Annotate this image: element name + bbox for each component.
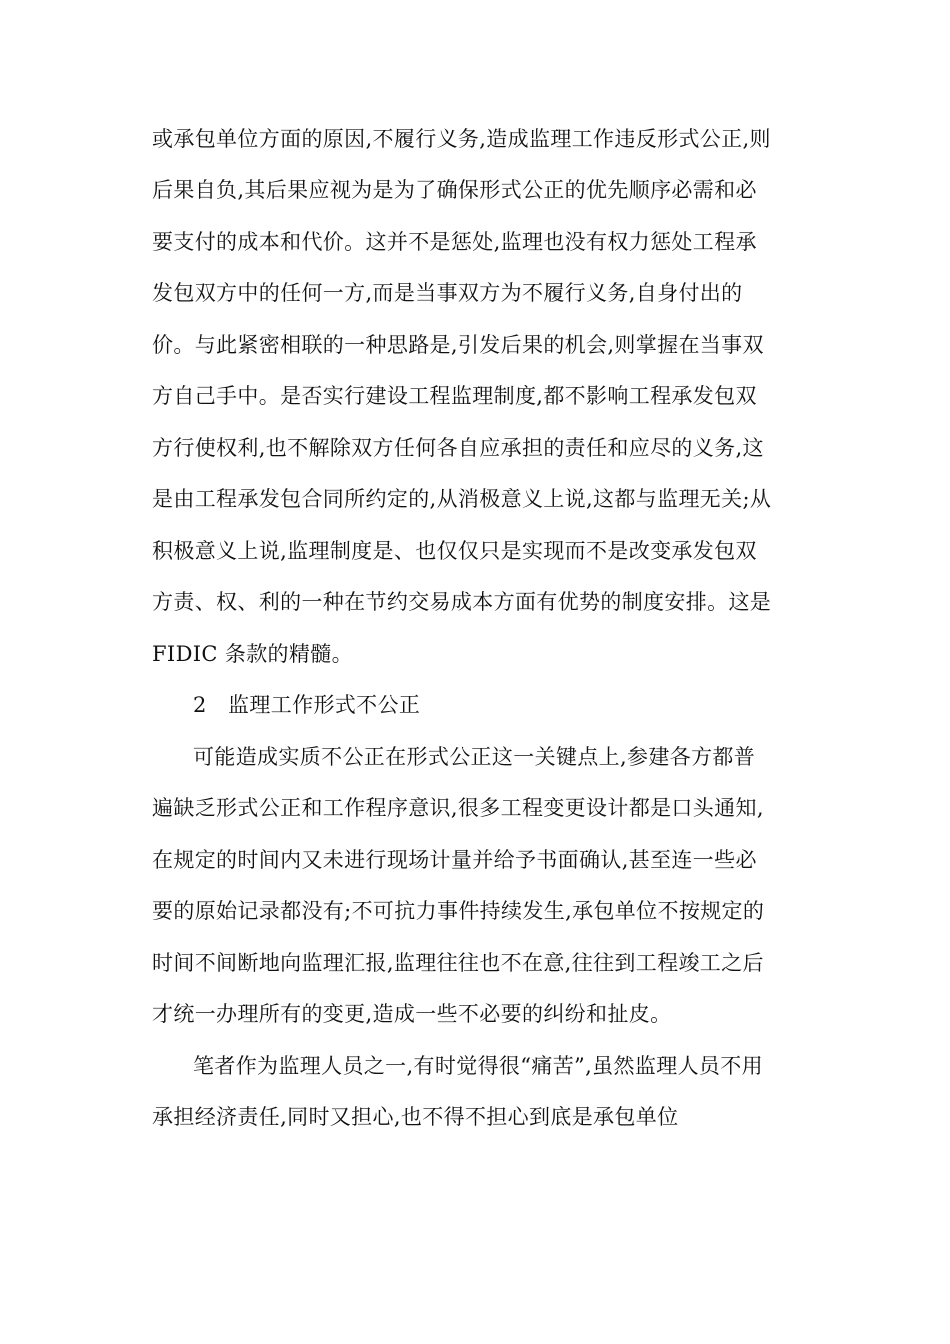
text-line: 方行使权利,也不解除双方任何各自应承担的责任和应尽的义务,这	[152, 436, 764, 460]
text-line: 笔者作为监理人员之一,有时觉得很“痛苦”,虽然监理人员不用	[193, 1054, 763, 1078]
text-line: 要支付的成本和代价。这并不是惩处,监理也没有权力惩处工程承	[152, 230, 757, 254]
text-line: 后果自负,其后果应视为是为了确保形式公正的优先顺序必需和必	[152, 178, 757, 202]
text-line: 方责、权、利的一种在节约交易成本方面有优势的制度安排。这是	[152, 590, 772, 614]
text-line: 或承包单位方面的原因,不履行义务,造成监理工作违反形式公正,则	[152, 127, 771, 151]
text-line: 要的原始记录都没有;不可抗力事件持续发生,承包单位不按规定的	[152, 899, 765, 923]
text-line: 遍缺乏形式公正和工作程序意识,很多工程变更设计都是口头通知,	[152, 796, 764, 820]
text-line: FIDIC 条款的精髓。	[152, 642, 353, 666]
text-line: 方自己手中。是否实行建设工程监理制度,都不影响工程承发包双	[152, 384, 757, 408]
text-line: 是由工程承发包合同所约定的,从消极意义上说,这都与监理无关;从	[152, 487, 772, 511]
text-line: 承担经济责任,同时又担心,也不得不担心到底是承包单位	[152, 1105, 679, 1129]
text-line: 可能造成实质不公正在形式公正这一关键点上,参建各方都普	[193, 745, 756, 769]
text-line: 在规定的时间内又未进行现场计量并给予书面确认,甚至连一些必	[152, 848, 757, 872]
section-heading: 2 监理工作形式不公正	[193, 693, 421, 717]
text-line: 积极意义上说,监理制度是、也仅仅只是实现而不是改变承发包双	[152, 539, 757, 563]
text-line: 价。与此紧密相联的一种思路是,引发后果的机会,则掌握在当事双	[152, 333, 764, 357]
text-line: 才统一办理所有的变更,造成一些不必要的纠纷和扯皮。	[152, 1002, 672, 1026]
text-line: 发包双方中的任何一方,而是当事双方为不履行义务,自身付出的	[152, 281, 743, 305]
text-line: 时间不间断地向监理汇报,监理往往也不在意,往往到工程竣工之后	[152, 951, 764, 975]
